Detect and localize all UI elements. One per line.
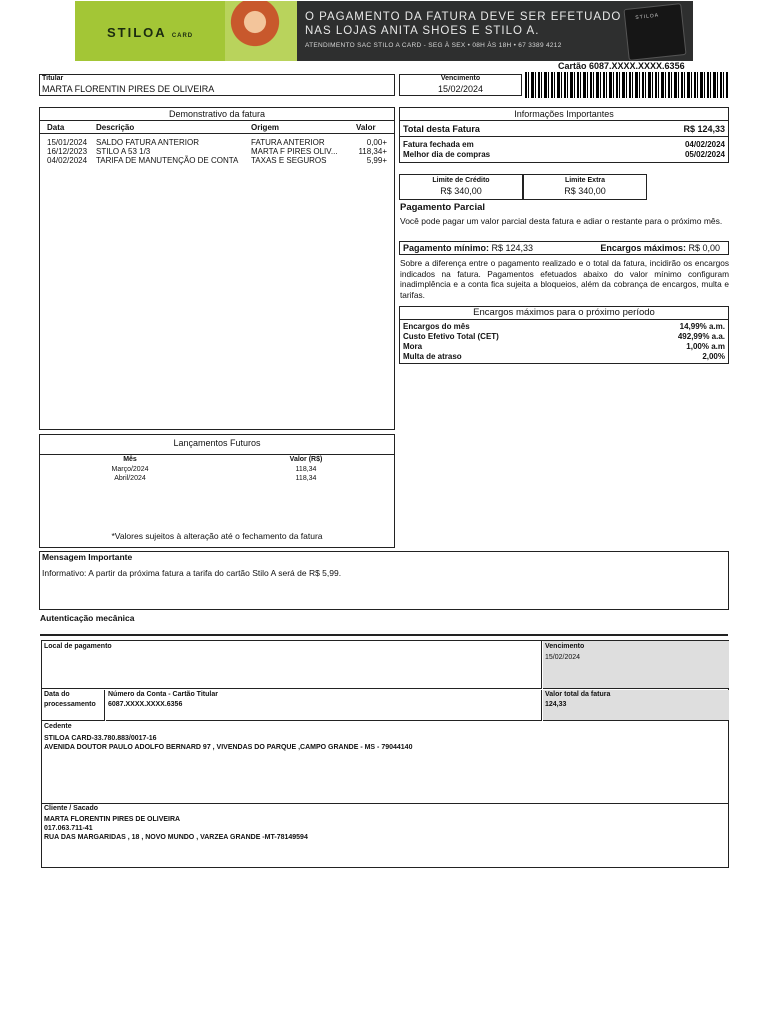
banner-line-3: ATENDIMENTO SAC STILO A CARD - SEG À SEX • 08H ÀS 18H • 67 3389 4212	[305, 42, 562, 49]
due-box	[399, 74, 522, 96]
statement-box: Demonstrativo da fatura Data Descrição Origem Valor 15/01/2024 SALDO FATURA ANTERIOR FATURA ANTERIOR 0,00+ 16/12/2023 STILO A 53 1/3 MARTA F PIRES OLIV... 118,34+ 04/02/2024 TARIFA DE MANUTENÇÃO DE CONTA TAXAS E SEGUROS 5,99+	[39, 107, 395, 430]
banner-model-image	[225, 1, 300, 61]
rate-label: Custo Efetivo Total (CET)	[403, 332, 499, 341]
stiloa-logo: STILOA CARD	[107, 25, 194, 40]
extra-limit-box	[523, 174, 647, 200]
local-payment-cell: Local de pagamento	[42, 641, 542, 689]
banner-line-2: NAS LOJAS ANITA SHOES E STILO A.	[305, 25, 540, 37]
banner-line-1: O PAGAMENTO DA FATURA DEVE SER EFETUADO	[305, 11, 622, 23]
client-cell: Cliente / Sacado MARTA FLORENTIN PIRES DE OLIVEIRA 017.063.711-41 RUA DAS MARGARIDAS , 18 , NOVO MUNDO , VARZEA GRANDE -MT-78149594	[44, 805, 308, 841]
account-number: 6087.XXXX.XXXX.6356	[108, 701, 183, 708]
slip-total-cell: Valor total da fatura 124,33	[543, 690, 729, 721]
important-message-title: Mensagem Importante	[42, 552, 133, 562]
difference-text: Sobre a diferença entre o pagamento realizado e o total da fatura, incidirão os encargos indicados na fatura. Pagamentos efetuados abaixo do valor mínimo configuram inadimplência e a conta fica sujeita a bloqueios, além da cobrança de encargos, multa e tarifas.	[400, 258, 729, 300]
credit-limit-box	[399, 174, 523, 200]
credit-limit-label: Limite de Crédito	[432, 177, 490, 184]
slip-total-value: 124,33	[545, 701, 567, 708]
mechanical-authentication-label: Autenticação mecânica	[40, 613, 135, 623]
next-period-title: Encargos máximos para o próximo período	[400, 307, 728, 320]
total-label: Total desta Fatura	[403, 124, 480, 134]
credit-limit-value: R$ 340,00	[440, 186, 482, 196]
best-day-value: 05/02/2024	[684, 150, 725, 159]
rate-value: 14,99% a.m.	[679, 322, 725, 331]
max-charges: Encargos máximos: R$ 0,00	[600, 243, 720, 253]
rate-label: Encargos do mês	[403, 322, 470, 331]
extra-limit-label: Limite Extra	[564, 177, 606, 184]
col-value: Valor	[356, 123, 376, 132]
due-label: Vencimento	[440, 75, 481, 82]
closed-value: 04/02/2024	[684, 140, 725, 149]
rate-label: Mora	[403, 342, 423, 351]
rate-value: 492,99% a.a.	[677, 332, 725, 341]
due-date: 15/02/2024	[437, 84, 484, 94]
rate-value: 1,00% a.m	[686, 342, 725, 351]
future-entries-title: Lançamentos Futuros	[40, 435, 394, 455]
slip-due-date: 15/02/2024	[545, 654, 581, 661]
holder-name: MARTA FLORENTIN PIRES DE OLIVEIRA	[42, 84, 215, 94]
row-value: 5,99+	[366, 156, 387, 165]
next-period-box	[399, 306, 729, 364]
important-info-title: Informações Importantes	[400, 108, 728, 121]
credit-card-image: STILOA	[623, 3, 686, 61]
payment-slip	[41, 640, 729, 868]
partial-payment-title: Pagamento Parcial	[400, 202, 486, 213]
holder-box	[39, 74, 395, 96]
promo-banner	[75, 1, 693, 61]
important-info-box	[399, 107, 729, 163]
assignor-cell: Cedente STILOA CARD-33.780.883/0017-16 AVENIDA DOUTOR PAULO ADOLFO BERNARD 97 , VIVENDAS DO PARQUE ,CAMPO GRANDE - MS - 79044140	[42, 722, 729, 804]
slip-due-cell: Vencimento 15/02/2024	[543, 641, 729, 689]
barcode	[525, 72, 728, 98]
statement-title: Demonstrativo da fatura	[40, 108, 394, 121]
holder-label: Titular	[42, 75, 64, 82]
rate-value: 2,00%	[702, 352, 725, 361]
col-origin: Origem	[251, 123, 280, 132]
account-number-cell: Número da Conta - Cartão Titular 6087.XXXX.XXXX.6356	[106, 690, 542, 721]
row-value: 118,34+	[358, 147, 387, 156]
total-value: R$ 124,33	[683, 124, 725, 134]
rate-label: Multa de atraso	[403, 352, 462, 361]
col-description: Descrição	[96, 123, 135, 132]
future-entries-box: Lançamentos Futuros Mês Valor (R$) Março/2024 118,34 Abril/2024 118,34 *Valores sujeitos à alteração até o fechamento da fatura	[39, 434, 395, 548]
divider	[40, 634, 728, 636]
future-note: *Valores sujeitos à alteração até o fechamento da fatura	[111, 531, 323, 541]
best-day-label: Melhor dia de compras	[403, 150, 491, 159]
min-payment: Pagamento mínimo: R$ 124,33	[403, 243, 534, 253]
closed-label: Fatura fechada em	[403, 140, 474, 149]
col-date: Data	[47, 123, 65, 132]
partial-payment-text: Você pode pagar um valor parcial desta fatura e adiar o restante para o próximo mês.	[400, 216, 723, 226]
processing-date-cell: Data do processamento	[42, 690, 105, 721]
important-message-text: Informativo: A partir da próxima fatura a tarifa do cartão Stilo A será de R$ 5,99.	[42, 568, 342, 578]
card-number: Cartão 6087.XXXX.XXXX.6356	[558, 61, 685, 71]
row-value: 0,00+	[366, 138, 387, 147]
important-message-box	[39, 551, 729, 610]
min-payment-box	[399, 241, 729, 255]
extra-limit-value: R$ 340,00	[564, 186, 606, 196]
